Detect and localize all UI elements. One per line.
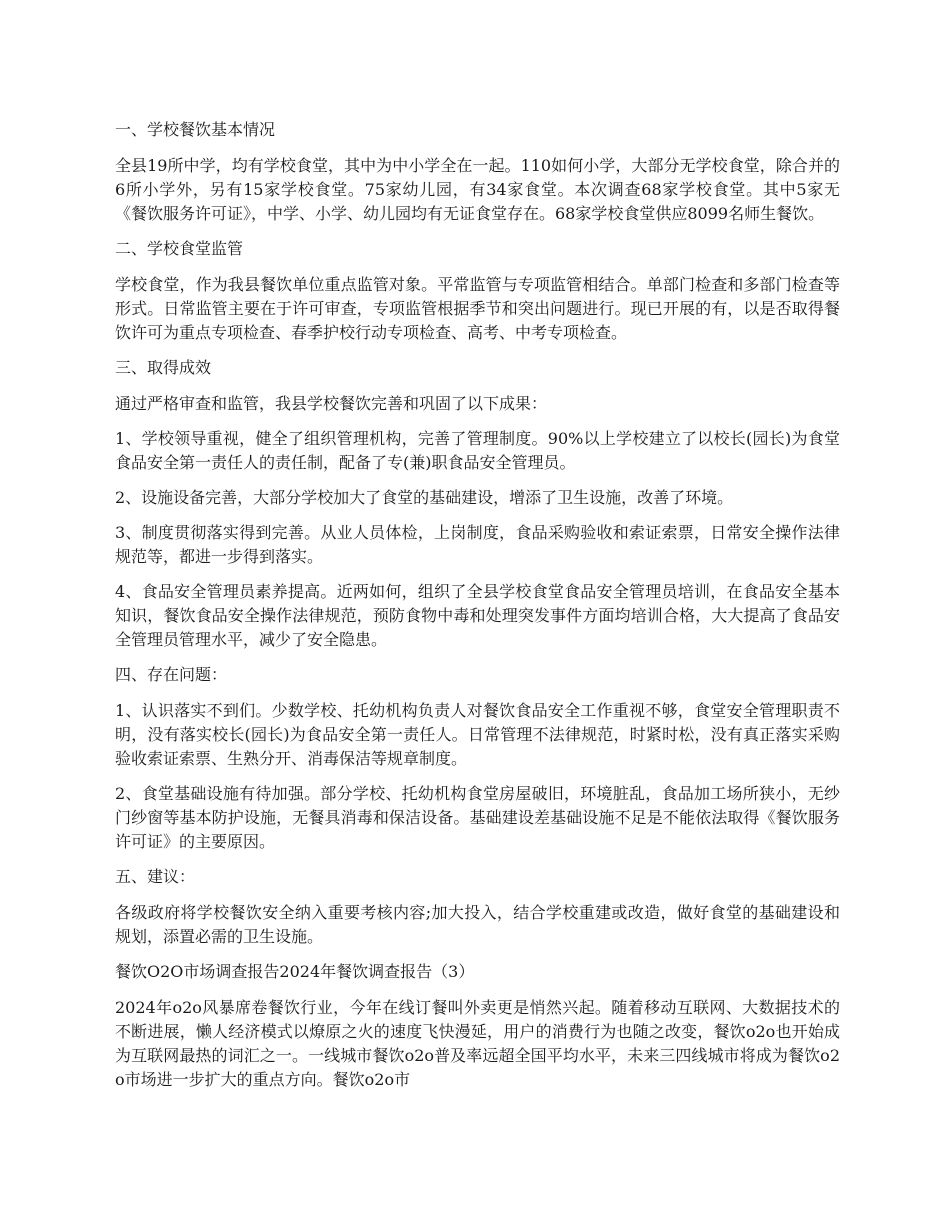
paragraph-suggestion: 各级政府将学校餐饮安全纳入重要考核内容;加大投入，结合学校重建或改造，做好食堂的基础建设和规划，添置必需的卫生设施。 bbox=[115, 903, 840, 946]
paragraph-problem-2: 2、食堂基础设施有待加强。部分学校、托幼机构食堂房屋破旧，环境脏乱，食品加工场所狭小，无纱门纱窗等基本防护设施，无餐具消毒和保洁设备。基础建设差基础设施不足是不能依法取得《餐饮服务许可证》的主要原因。 bbox=[115, 784, 840, 851]
paragraph-o2o-intro: 2024年o2o风暴席卷餐饮行业，今年在线订餐叫外卖更是悄然兴起。随着移动互联网、大数据技术的不断进展，懒人经济模式以燎原之火的速度飞快漫延，用户的消费行为也随之改变，餐饮o2o也开始成为互联网最热的词汇之一。一线城市餐饮o2o普及率远超全国平均水平，未来三四线城市将成为餐饮o2o市场进一步扩大的重点方向。餐饮o2o市 bbox=[115, 998, 840, 1089]
paragraph-school-catering-overview: 全县19所中学，均有学校食堂，其中为中小学全在一起。110如何小学，大部分无学校食堂，除合并的6所小学外，另有15家学校食堂。75家幼儿园，有34家食堂。本次调查68家学校食堂。其中5家无《餐饮服务许可证》，中学、小学、幼儿园均有无证食堂存在。68家学校食堂供应8099名师生餐饮。 bbox=[115, 156, 840, 223]
section-heading-2: 二、学校食堂监管 bbox=[115, 239, 244, 258]
paragraph-achievement-3: 3、制度贯彻落实得到完善。从业人员体检，上岗制度，食品采购验收和索证索票，日常安全操作法律规范等，都进一步得到落实。 bbox=[115, 523, 840, 566]
paragraph-achievement-1: 1、学校领导重视，健全了组织管理机构，完善了管理制度。90%以上学校建立了以校长(园长)为食堂食品安全第一责任人的责任制，配备了专(兼)职食品安全管理员。 bbox=[115, 429, 840, 472]
document-page bbox=[115, 118, 840, 1103]
paragraph-achievements-intro: 通过严格审查和监管，我县学校餐饮完善和巩固了以下成果： bbox=[115, 394, 548, 413]
section-heading-5: 五、建议： bbox=[115, 867, 196, 886]
report-title-o2o: 餐饮O2O市场调查报告2024年餐饮调查报告（3） bbox=[115, 962, 475, 981]
paragraph-achievement-2: 2、设施设备完善，大部分学校加大了食堂的基础建设，增添了卫生设施，改善了环境。 bbox=[115, 488, 734, 507]
section-heading-3: 三、取得成效 bbox=[115, 358, 212, 377]
paragraph-problem-1: 1、认识落实不到们。少数学校、托幼机构负责人对餐饮食品安全工作重视不够，食堂安全管理职责不明，没有落实校长(园长)为食品安全第一责任人。日常管理不法律规范，时紧时松，没有真正落实采购验收索证索票、生熟分开、消毒保洁等规章制度。 bbox=[115, 701, 840, 768]
paragraph-canteen-supervision: 学校食堂，作为我县餐饮单位重点监管对象。平常监管与专项监管相结合。单部门检查和多部门检查等形式。日常监管主要在于许可审查，专项监管根据季节和突出问题进行。现已开展的有，以是否取得餐饮许可为重点专项检查、春季护校行动专项检查、高考、中考专项检查。 bbox=[115, 275, 840, 342]
paragraph-achievement-4: 4、食品安全管理员素养提高。近两如何，组织了全县学校食堂食品安全管理员培训，在食品安全基本知识，餐饮食品安全操作法律规范，预防食物中毒和处理突发事件方面均培训合格，大大提高了食品安全管理员管理水平，减少了安全隐患。 bbox=[115, 582, 840, 649]
section-heading-4: 四、存在问题： bbox=[115, 665, 228, 684]
section-heading-1: 一、学校餐饮基本情况 bbox=[115, 120, 276, 139]
